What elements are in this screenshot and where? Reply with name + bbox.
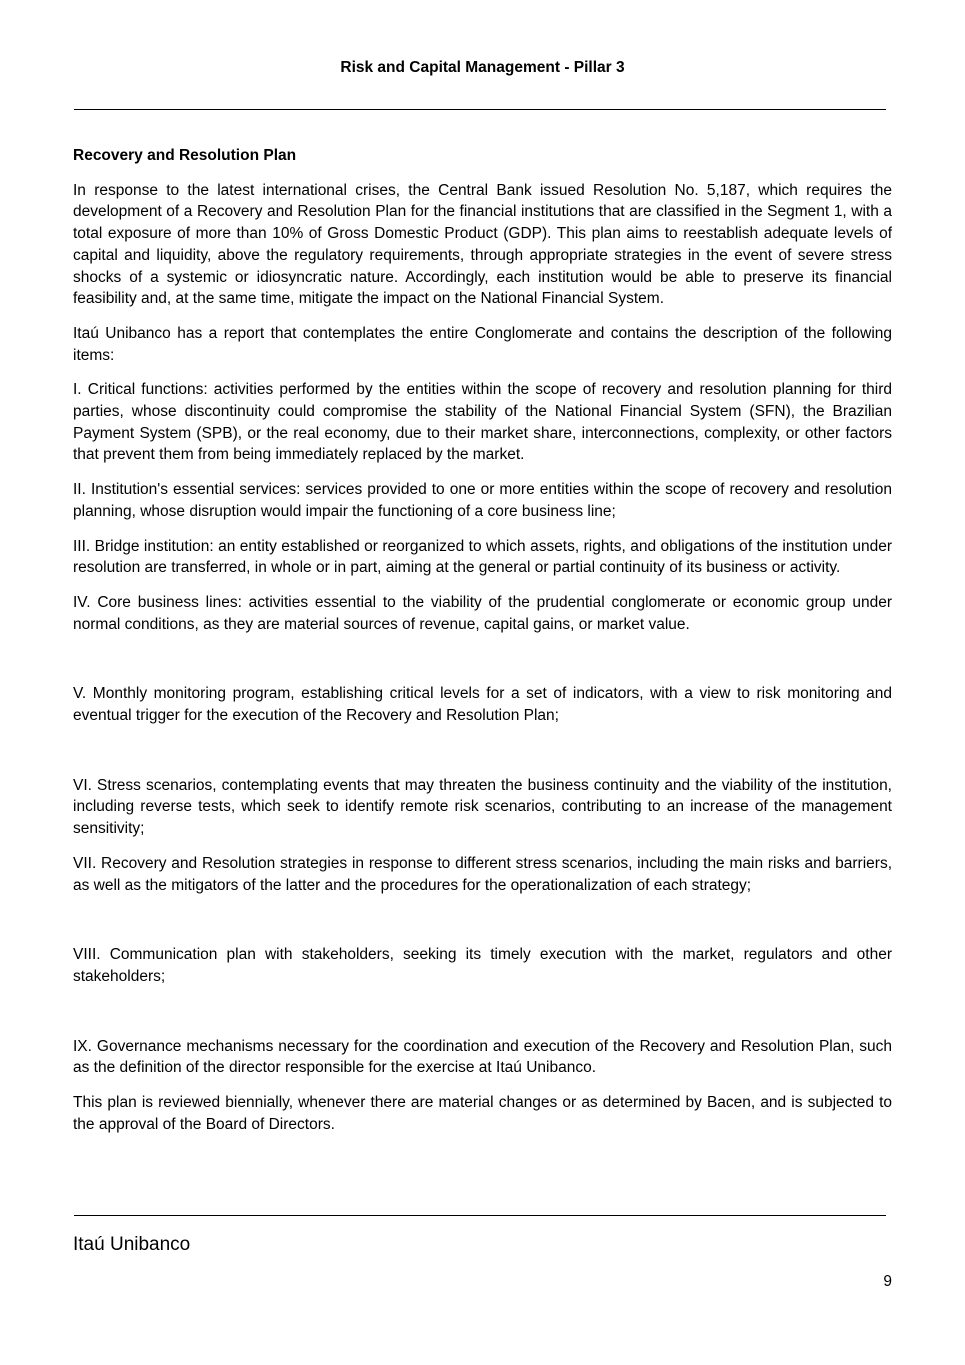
paragraph-item-vi: VI. Stress scenarios, contemplating events that may threaten the business continuity and the viability of the institution, including reverse tests, which seek to identify remote risk scenarios, contributing to an increase of the management sensitivity; — [73, 776, 892, 838]
paragraph-review: This plan is reviewed biennially, whenever there are material changes or as determined by Bacen, and is subjected to the approval of the Board of Directors. — [73, 1094, 892, 1133]
footer-divider — [74, 1215, 886, 1216]
paragraph-report-items: Itaú Unibanco has a report that contemplates the entire Conglomerate and contains the description of the following items: — [73, 324, 892, 364]
paragraph-item-ix: IX. Governance mechanisms necessary for the coordination and execution of the Recovery and Resolution Plan, such as the definition of the director responsible for the exercise at Itaú Unibanco. — [73, 1037, 892, 1077]
footer-company-name: Itaú Unibanco — [73, 1234, 191, 1255]
paragraph-item-vii: VII. Recovery and Resolution strategies in response to different stress scenarios, including the main risks and barriers, as well as the mitigators of the latter and the procedures for the operationalization of each strategy; — [73, 854, 892, 894]
paragraph-item-i: I. Critical functions: activities performed by the entities within the scope of recovery and resolution planning for third parties, whose discontinuity could compromise the stability of the National Financial System (SFN), the Brazilian Payment System (SPB), or the real economy, due to their market share, interconnections, complexity, or other factors that prevent them from being immediately replaced by the market. — [73, 381, 892, 464]
paragraph-item-v: V. Monthly monitoring program, establishing critical levels for a set of indicators, with a view to risk monitoring and eventual trigger for the execution of the Recovery and Resolution Plan; — [73, 685, 892, 725]
page-header-title: Risk and Capital Management - Pillar 3 — [340, 59, 625, 76]
section-title: Recovery and Resolution Plan — [73, 147, 297, 164]
paragraph-item-iii: III. Bridge institution: an entity established or reorganized to which assets, rights, and obligations of the institution under resolution are transferred, in whole or in part, aiming at the general or partial continuity of its business or activity. — [73, 537, 892, 577]
paragraph-item-ii: II. Institution's essential services: services provided to one or more entities within the scope of recovery and resolution planning, whose disruption would impair the functioning of a core business line; — [73, 481, 892, 520]
paragraph-item-iv: IV. Core business lines: activities essential to the viability of the prudential conglomerate or economic group under normal conditions, as they are material sources of revenue, capital gains, or market value. — [73, 593, 892, 633]
paragraph-intro: In response to the latest international crises, the Central Bank issued Resolution No. 5,187, which requires the development of a Recovery and Resolution Plan for the financial institutions that are classified in the Segment 1, with a total exposure of more than 10% of Gross Domestic Product (GDP). This plan aims to reestablish adequate levels of capital and liquidity, above the regulatory requirements, through appropriate strategies in the event of severe stress shocks of a systemic or idiosyncratic nature. Accordingly, each institution would be able to preserve its financial feasibility and, at the same time, mitigate the impact on the National Financial System. — [73, 181, 892, 308]
paragraph-item-viii: VIII. Communication plan with stakeholders, seeking its timely execution with the market, regulators and other stakeholders; — [73, 946, 892, 985]
page-number: 9 — [883, 1273, 892, 1290]
header-divider — [74, 109, 886, 110]
document-body — [73, 145, 892, 1149]
